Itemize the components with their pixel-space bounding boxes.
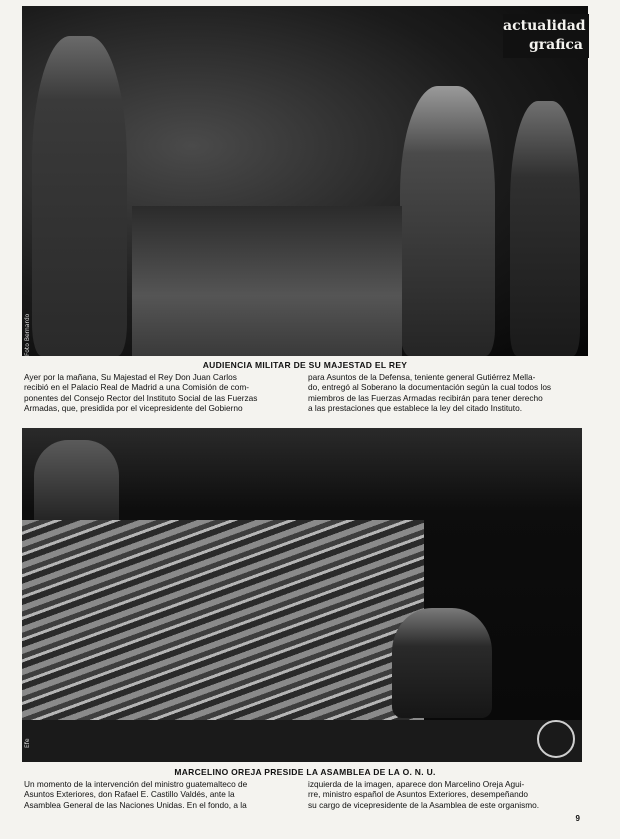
caption-line: Asamblea General de las Naciones Unidas. En el fondo, a la [24, 799, 247, 810]
caption-line: ponentes del Consejo Rector del Instituto Social de las Fuerzas [24, 392, 258, 403]
caption-line: Un momento de la intervención del ministro guatemalteco de [24, 779, 248, 789]
caption-line: a las prestaciones que establece la ley del citado Instituto. [308, 403, 523, 414]
caption-line: Asuntos Exteriores, don Rafael E. Castillo Valdés, ante la [24, 789, 235, 800]
section-badge [503, 14, 589, 58]
caption-line: do, entregó al Soberano la documentación según la cual todos los [308, 382, 552, 393]
desk-panel [22, 720, 582, 762]
badge-line-2: grafica [528, 37, 583, 53]
caption-line: recibió en el Palacio Real de Madrid a una Comisión de com- [24, 382, 250, 393]
photo-credit-bottom: Efe [24, 738, 31, 748]
caption-left-2 [24, 779, 300, 810]
general-figure [400, 86, 495, 356]
badge-line-1: actualidad [503, 18, 586, 34]
officer-figure [510, 101, 580, 356]
caption-right-1 [308, 372, 584, 414]
page-number: 9 [575, 814, 580, 823]
king-figure [32, 36, 127, 356]
un-emblem-icon [537, 720, 575, 758]
caption-line: para Asuntos de la Defensa, teniente general Gutiérrez Mella- [308, 372, 536, 382]
floor-area [132, 206, 402, 356]
photo-credit-top: Foto Bernardo [24, 313, 31, 356]
caption-line: miembros de las Fuerzas Armadas recibirán para tener derecho [308, 392, 543, 403]
caption-right-2 [308, 779, 584, 810]
caption-line: Ayer por la mañana, Su Majestad el Rey Don Juan Carlos [24, 372, 237, 382]
bottom-photo [22, 428, 582, 762]
caption-line: Armadas, que, presidida por el vicepresidente del Gobierno [24, 403, 243, 414]
speaker-figure [392, 608, 492, 718]
caption-line: su cargo de vicepresidente de la Asamblea de este organismo. [308, 799, 540, 810]
top-photo [22, 6, 588, 356]
podium [22, 520, 424, 720]
headline-audiencia: AUDIENCIA MILITAR DE SU MAJESTAD EL REY [202, 360, 408, 370]
headline-onu: MARCELINO OREJA PRESIDE LA ASAMBLEA DE LA O. N. U. [174, 767, 436, 777]
seated-man-figure [34, 440, 119, 530]
caption-line: izquierda de la imagen, aparece don Marcelino Oreja Agui- [308, 779, 525, 789]
caption-left-1 [24, 372, 300, 414]
caption-line: rre, ministro español de Asuntos Exteriores, desempeñando [308, 789, 528, 800]
